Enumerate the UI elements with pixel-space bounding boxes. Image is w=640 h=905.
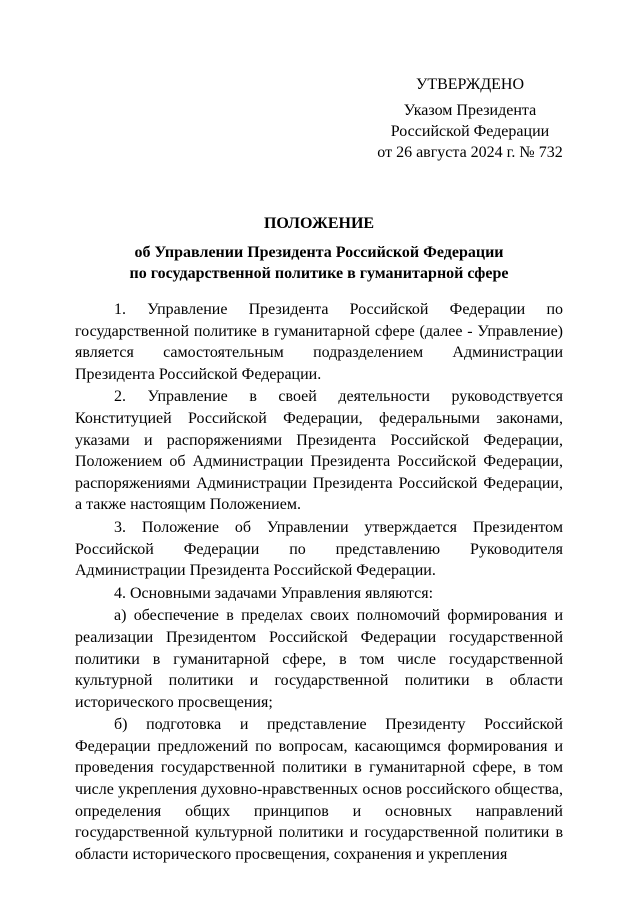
approval-heading: УТВЕРЖДЕНО: [415, 76, 524, 93]
document-title: [75, 213, 563, 284]
title-main: ПОЛОЖЕНИЕ: [263, 215, 375, 232]
approval-by-line-1: Указом Президента: [403, 102, 537, 119]
paragraph-1: 1. Управление Президента Российской Федерации по государственной политике в гуманитарной сфере (далее - Управление) является самостоятельным подразделением Администрации Президента Российской Федерации.: [75, 301, 563, 383]
title-sub-line-2: по государственной политике в гуманитарной сфере: [129, 265, 509, 282]
approval-by-line-2: Российской Федерации: [390, 123, 550, 140]
paragraph-4b: б) подготовка и представление Президенту Российской Федерации предложений по вопросам, касающимся формирования и проведения государственной политики в гуманитарной сфере, в том числе укрепления духовно-нравственных основ российского общества, определения общих принципов и основных направлений государственной культурной политики и государственной политики в области исторического просвещения, сохранения и укрепления: [75, 716, 563, 863]
approval-stamp: [360, 74, 580, 163]
approval-date-line: от 26 августа 2024 г. № 732: [377, 144, 563, 161]
paragraph-4a: а) обеспечение в пределах своих полномочий формирования и реализации Президентом Российской Федерации государственной политики в гуманитарной сфере, в том числе государственной культурной политики и государственной политики в области исторического просвещения;: [75, 607, 563, 711]
paragraph-4: 4. Основными задачами Управления являются:: [114, 584, 434, 602]
title-sub-line-1: об Управлении Президента Российской Федерации: [134, 244, 504, 261]
paragraph-2: 2. Управление в своей деятельности руководствуется Конституцией Российской Федерации, федеральными законами, указами и распоряжениями Президента Российской Федерации, Положением об Администрации Президента Российской Федерации, распоряжениями Администрации Президента Российской Федерации, а также настоящим Положением.: [75, 388, 563, 514]
paragraph-3: 3. Положение об Управлении утверждается Президентом Российской Федерации по представлению Руководителя Администрации Президента Российской Федерации.: [75, 518, 563, 580]
document-body: [75, 299, 563, 866]
